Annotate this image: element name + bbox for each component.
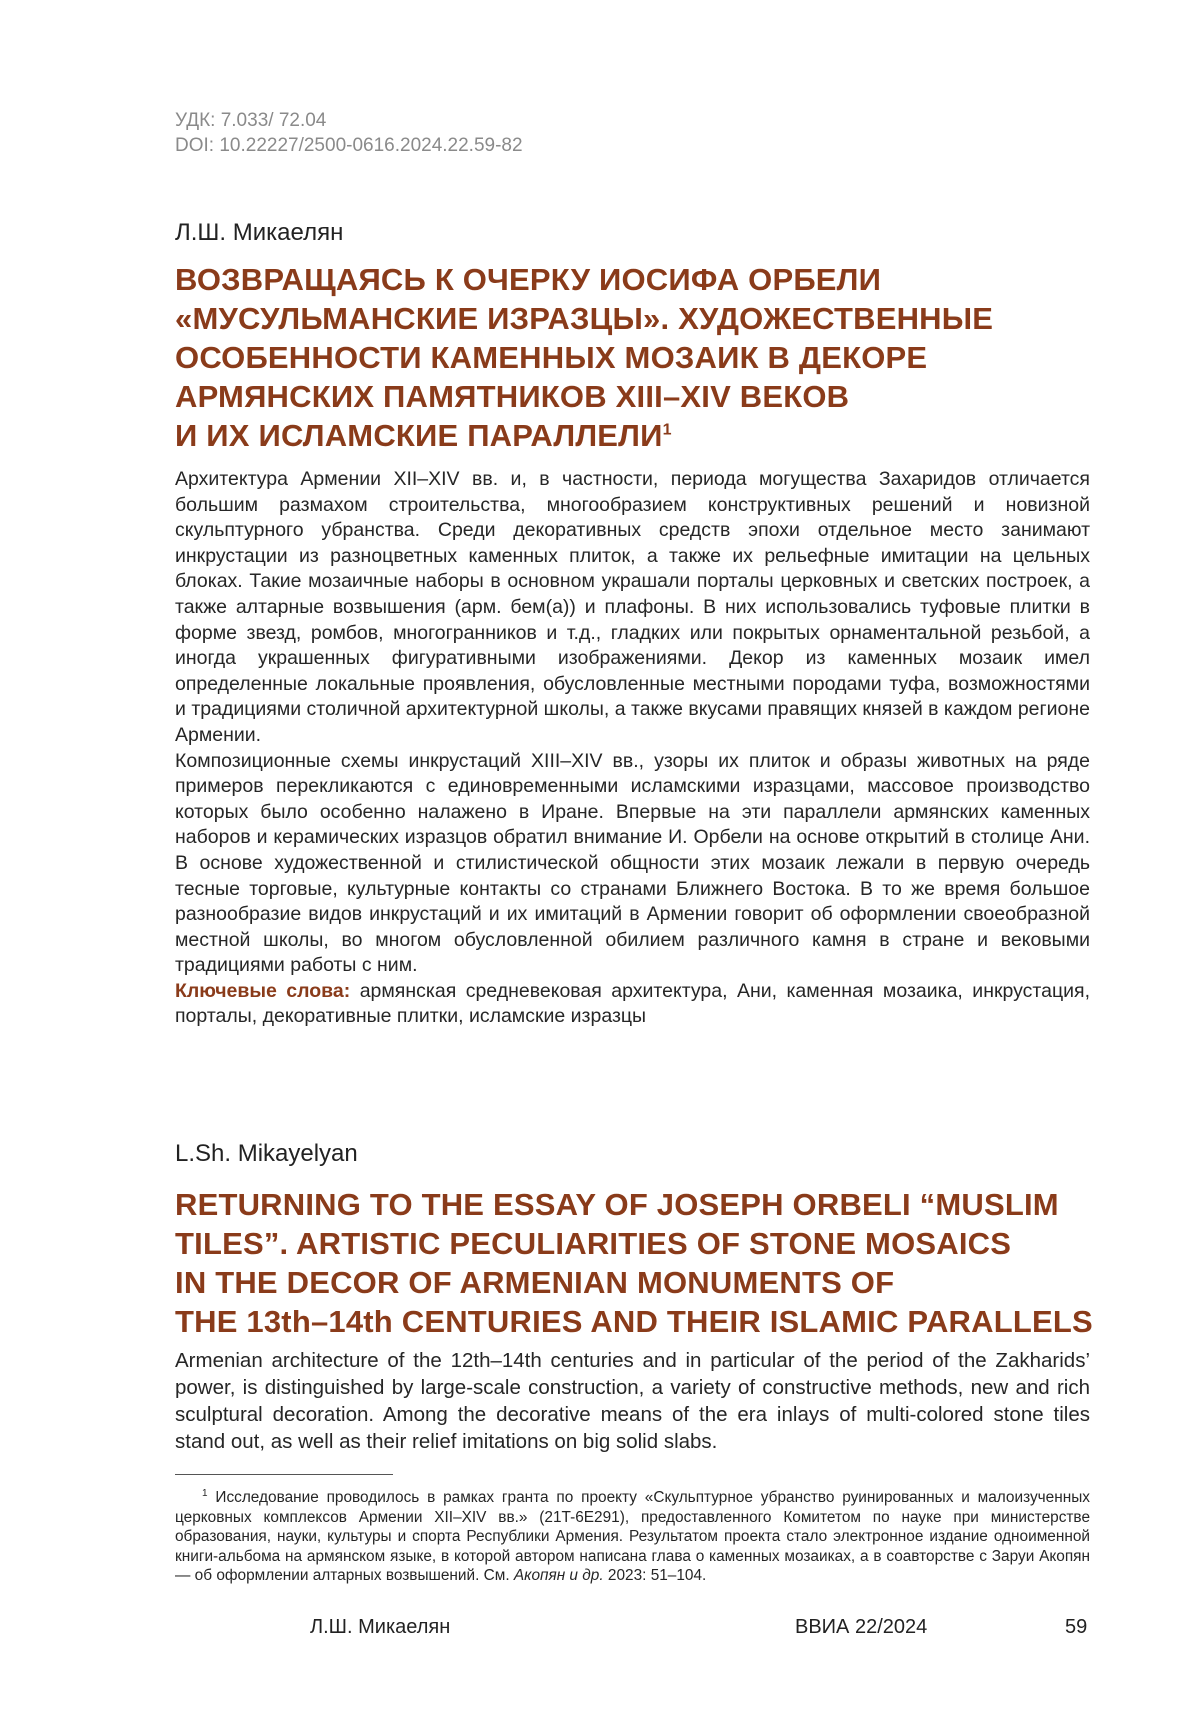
title-ru-line-last (175, 416, 1095, 455)
title-en-line: IN THE DECOR OF ARMENIAN MONUMENTS OF (175, 1265, 895, 1300)
keywords-ru (175, 979, 1090, 1030)
footnote-mark: 1 (202, 1488, 208, 1499)
title-ru-line: И ИХ ИСЛАМСКИЕ ПАРАЛЛЕЛИ (175, 418, 663, 453)
udk-code: УДК: 7.033/ 72.04 (175, 110, 327, 131)
title-en-line: RETURNING TO THE ESSAY OF JOSEPH ORBELI “MUSLIM (175, 1187, 1059, 1222)
abstract-en-paragraph: Armenian architecture of the 12th–14th centuries and in particular of the period of the Zakharids’ power, is distinguished by large-scale construction, a variety of constructive methods, new and rich sculptural decoration. Among the decorative means of the era inlays of multi-colored stone tiles stand out, as well as their relief imitations on big solid slabs. (175, 1349, 1090, 1453)
abstract-ru-paragraph: Архитектура Армении XII–XIV вв. и, в частности, периода могущества Захаридов отличается большим размахом строительства, многообразием конструктивных решений и новизной скульптурного убранства. Среди декоративных средств эпохи отдельное место занимают инкрустации из разноцветных каменных плиток, а также их рельефные имитации на цельных блоках. Такие мозаичные наборы в основном украшали порталы церковных и светских построек, а также алтарные возвышения (арм. бем(а)) и плафоны. В них использовались туфовые плитки в форме звезд, ромбов, многогранников и т.д., гладких или покрытых орнаментальной резьбой, а иногда украшенных фигуративными изображениями. Декор из каменных мозаик имел определенные локальные проявления, обусловленные местными породами туфа, возможностями и традициями столичной архитектурной школы, а также вкусами правящих князей в каждом регионе Армении. (175, 468, 1090, 746)
footnote-divider (175, 1474, 393, 1475)
footnote-body: Исследование проводилось в рамках гранта по проекту «Скульптурное убранство руинированных и малоизученных церковных комплексов Армении XII–XIV вв.» (21T-6E291), предоставленного Комитетом по науке при министерстве образования, науки, культуры и спорта Республики Армения. Результатом проекта стало электронное издание одноименной книги-альбома на армянском языке, в которой автором написана глава о каменных мозаиках, а в соавторстве с Заруи Акопян — об оформлении алтарных возвышений. См. (175, 1489, 1090, 1585)
footer-author: Л.Ш. Микаелян (310, 1616, 451, 1638)
footnote-text (175, 1484, 1090, 1586)
author-en: L.Sh. Mikayelyan (175, 1140, 358, 1167)
title-en (175, 1185, 1095, 1341)
keywords-label: Ключевые слова: (175, 979, 351, 1002)
title-ru-line: «МУСУЛЬМАНСКИЕ ИЗРАЗЦЫ». ХУДОЖЕСТВЕННЫЕ (175, 301, 994, 336)
title-ru-line: ВОЗВРАЩАЯСЬ К ОЧЕРКУ ИОСИФА ОРБЕЛИ (175, 262, 882, 297)
title-en-line: TILES”. ARTISTIC PECULIARITIES OF STONE MOSAICS (175, 1226, 1012, 1261)
abstract-ru (175, 467, 1090, 1030)
footnote-cite-pages: 2023: 51–104. (603, 1567, 707, 1585)
title-ru-line: АРМЯНСКИХ ПАМЯТНИКОВ XIII–XIV ВЕКОВ (175, 379, 850, 414)
title-ru-line: ОСОБЕННОСТИ КАМЕННЫХ МОЗАИК В ДЕКОРЕ (175, 340, 928, 375)
footnote (175, 1484, 1090, 1586)
footnote-cite: Акопян и др. (513, 1567, 604, 1585)
abstract-ru-paragraph: Композиционные схемы инкрустаций XIII–XIV вв., узоры их плиток и образы животных на ряде примеров перекликаются с единовременными исламскими изразцами, массовое производство которых было особенно налажено в Иране. Впервые на эти параллели армянских каменных наборов и керамических изразцов обратил внимание И. Орбели на основе открытий в столице Ани. В основе художественной и стилистической общности этих мозаик лежали в первую очередь тесные торговые, культурные контакты со странами Ближнего Востока. В то же время большое разнообразие видов инкрустаций и их имитаций в Армении говорит об оформлении своеобразной местной школы, во многом обусловленной обилием различного камня в стране и вековыми традициями работы с ним. (175, 749, 1090, 977)
title-ru (175, 260, 1095, 455)
abstract-en (175, 1347, 1090, 1455)
footer-journal: ВВИА 22/2024 (795, 1616, 928, 1638)
article-meta (175, 108, 523, 158)
keywords-text: армянская средневековая архитектура, Ани, каменная мозаика, инкрустация, порталы, декоративные плитки, исламские изразцы (175, 979, 1090, 1028)
title-en-line: THE 13th–14th CENTURIES AND THEIR ISLAMIC PARALLELS (175, 1304, 1093, 1339)
footnote-ref[interactable]: 1 (662, 421, 672, 439)
doi: DOI: 10.22227/2500-0616.2024.22.59-82 (175, 135, 523, 156)
page-number: 59 (1065, 1616, 1088, 1638)
author-ru: Л.Ш. Микаелян (175, 219, 344, 246)
